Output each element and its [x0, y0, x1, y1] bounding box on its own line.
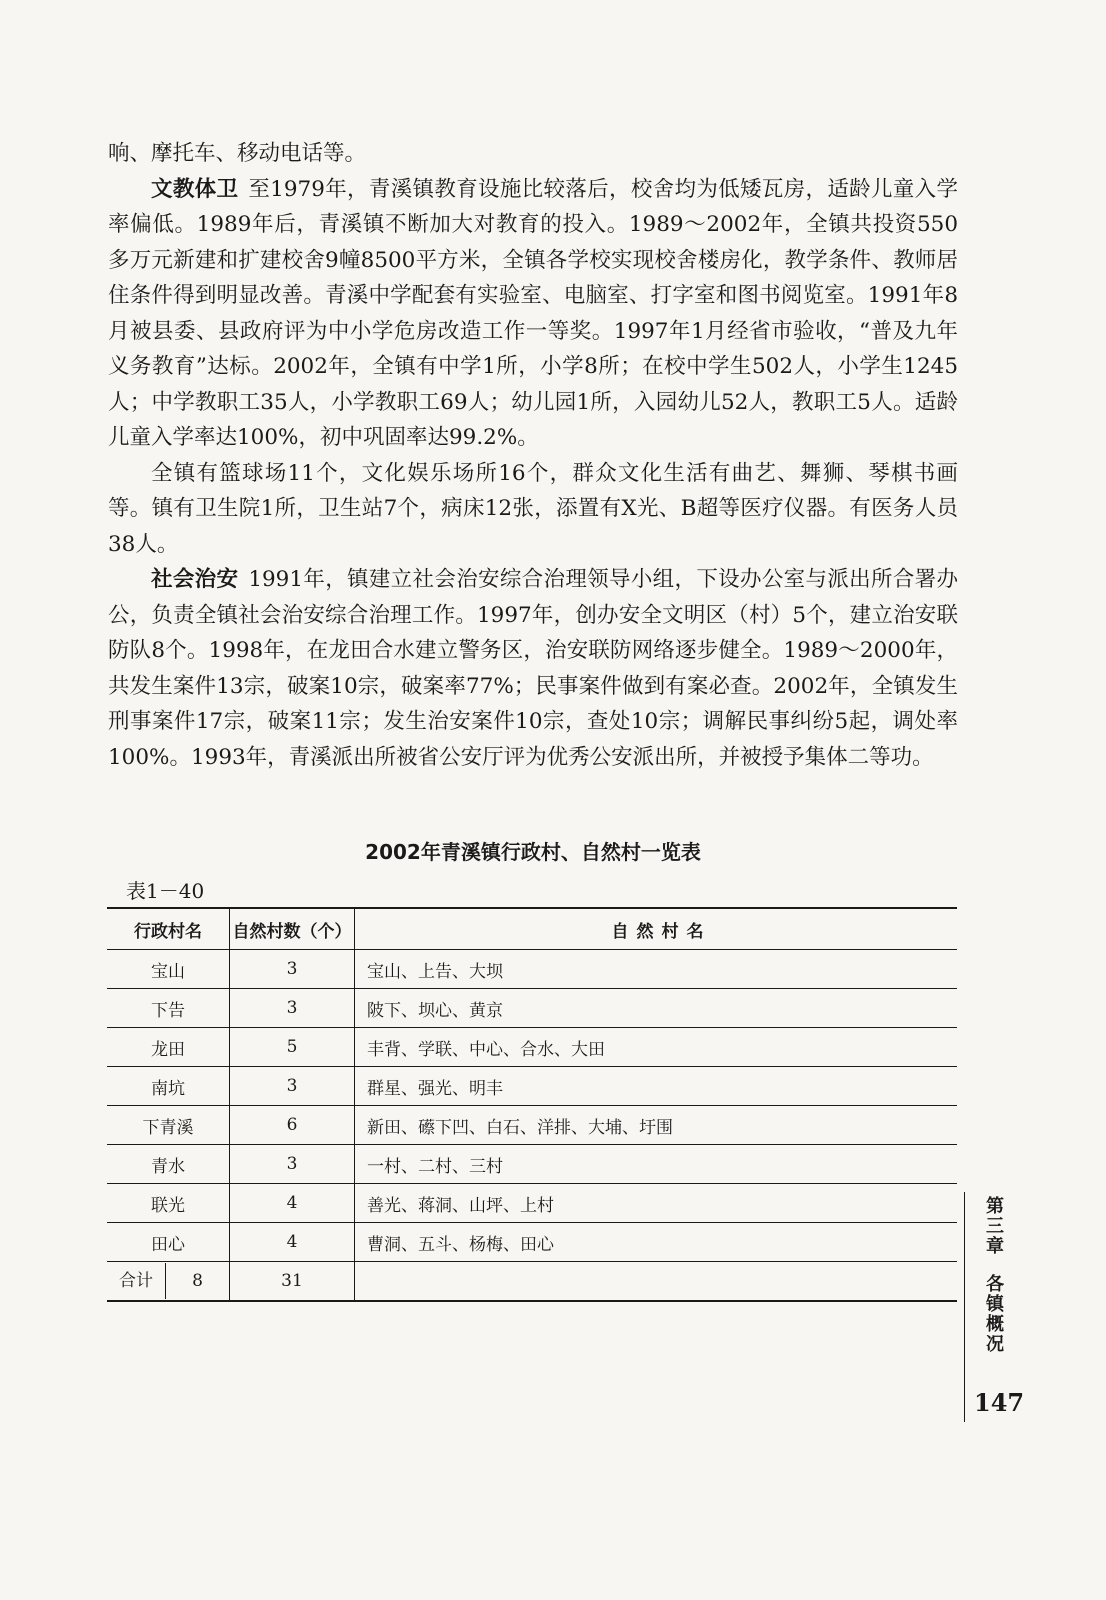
natural-names-cell: 善光、蒋洞、山坪、上村	[355, 1184, 958, 1223]
table-row	[107, 1184, 957, 1223]
table-title: 2002年青溪镇行政村、自然村一览表	[365, 840, 701, 864]
table-row	[107, 1223, 957, 1262]
natural-names-cell: 宝山、上告、大坝	[355, 950, 958, 989]
admin-village-cell: 联光	[107, 1184, 230, 1223]
total-cell	[107, 1262, 230, 1302]
paragraph: 文教体卫 至1979年，青溪镇教育设施比较落后，校舍均为低矮瓦房，适龄儿童入学率偏低。1989年后，青溪镇不断加大对教育的投入。1989～2002年，全镇共投资550多万元新建和扩建校舍9幢8500平方米，全镇各学校实现校舍楼房化，教学条件、教师居住条件得到明显改善。青溪中学配套有实验室、电脑室、打字室和图书阅览室。1991年8月被县委、县政府评为中小学危房改造工作一等奖。1997年1月经省市验收，“普及九年义务教育”达标。2002年，全镇有中学1所，小学8所；在校中学生502人，小学生1245人；中学教职工35人，小学教职工69人；幼儿园1所，入园幼儿52人，教职工5人。适龄儿童入学率达100%，初中巩固率达99.2%。	[108, 176, 958, 450]
table-row	[107, 1145, 957, 1184]
paragraph: 响、摩托车、移动电话等。	[108, 141, 367, 166]
chapter-label	[980, 1196, 1006, 1354]
header-admin-village: 行政村名	[107, 908, 230, 950]
total-empty-cell	[355, 1262, 958, 1302]
paragraph: 社会治安 1991年，镇建立社会治安综合治理领导小组，下设办公室与派出所合署办公，负责全镇社会治安综合治理工作。1997年，创办安全文明区（村）5个，建立治安联防队8个。1998年，在龙田合水建立警务区，治安联防网络逐步健全。1989～2000年，共发生案件13宗，破案10宗，破案率77%；民事案件做到有案必查。2002年，全镇发生刑事案件17宗，破案11宗；发生治安案件10宗，查处10宗；调解民事纠纷5起，调处率100%。1993年，青溪派出所被省公安厅评为优秀公安派出所，并被授予集体二等功。	[108, 567, 958, 770]
table-row	[107, 950, 957, 989]
total-admin-count: 8	[192, 1271, 203, 1291]
total-natural-count: 31	[230, 1262, 355, 1302]
section-heading: 社会治安	[151, 567, 239, 592]
natural-count-cell: 4	[230, 1223, 355, 1262]
natural-names-cell: 一村、二村、三村	[355, 1145, 958, 1184]
natural-count-cell: 3	[230, 989, 355, 1028]
header-natural-count: 自然村数（个）	[230, 908, 355, 950]
admin-village-cell: 田心	[107, 1223, 230, 1262]
natural-count-cell: 3	[230, 950, 355, 989]
natural-names-cell: 丰背、学联、中心、合水、大田	[355, 1028, 958, 1067]
table-row	[107, 1028, 957, 1067]
natural-count-cell: 5	[230, 1028, 355, 1067]
table-row	[107, 1067, 957, 1106]
table-total-row	[107, 1262, 957, 1302]
admin-village-cell: 宝山	[107, 950, 230, 989]
admin-village-cell: 南坑	[107, 1067, 230, 1106]
chapter-number: 第三章	[983, 1196, 1004, 1256]
header-natural-names: 自然村名	[355, 908, 958, 950]
total-label: 合计	[107, 1263, 166, 1299]
chapter-title: 各镇概况	[983, 1274, 1004, 1354]
natural-count-cell: 4	[230, 1184, 355, 1223]
natural-count-cell: 3	[230, 1067, 355, 1106]
table-row	[107, 989, 957, 1028]
natural-names-cell: 陂下、坝心、黄京	[355, 989, 958, 1028]
admin-village-cell: 下告	[107, 989, 230, 1028]
village-table	[107, 907, 957, 1302]
table-number: 表1－40	[126, 879, 205, 903]
natural-names-cell: 群星、强光、明丰	[355, 1067, 958, 1106]
admin-village-cell: 青水	[107, 1145, 230, 1184]
natural-names-cell: 新田、礤下凹、白石、洋排、大埔、圩围	[355, 1106, 958, 1145]
admin-village-cell: 下青溪	[107, 1106, 230, 1145]
page-number: 147	[974, 1388, 1025, 1417]
admin-village-cell: 龙田	[107, 1028, 230, 1067]
natural-count-cell: 3	[230, 1145, 355, 1184]
table-row	[107, 1106, 957, 1145]
paragraph: 全镇有篮球场11个，文化娱乐场所16个，群众文化生活有曲艺、舞狮、琴棋书画等。镇有卫生院1所，卫生站7个，病床12张，添置有X光、B超等医疗仪器。有医务人员38人。	[108, 460, 958, 557]
body-text	[108, 136, 958, 775]
margin-rule	[964, 1192, 965, 1422]
natural-names-cell: 曹洞、五斗、杨梅、田心	[355, 1223, 958, 1262]
table-body	[107, 950, 957, 1302]
table-header-row	[107, 908, 957, 950]
natural-count-cell: 6	[230, 1106, 355, 1145]
section-heading: 文教体卫	[151, 176, 239, 202]
